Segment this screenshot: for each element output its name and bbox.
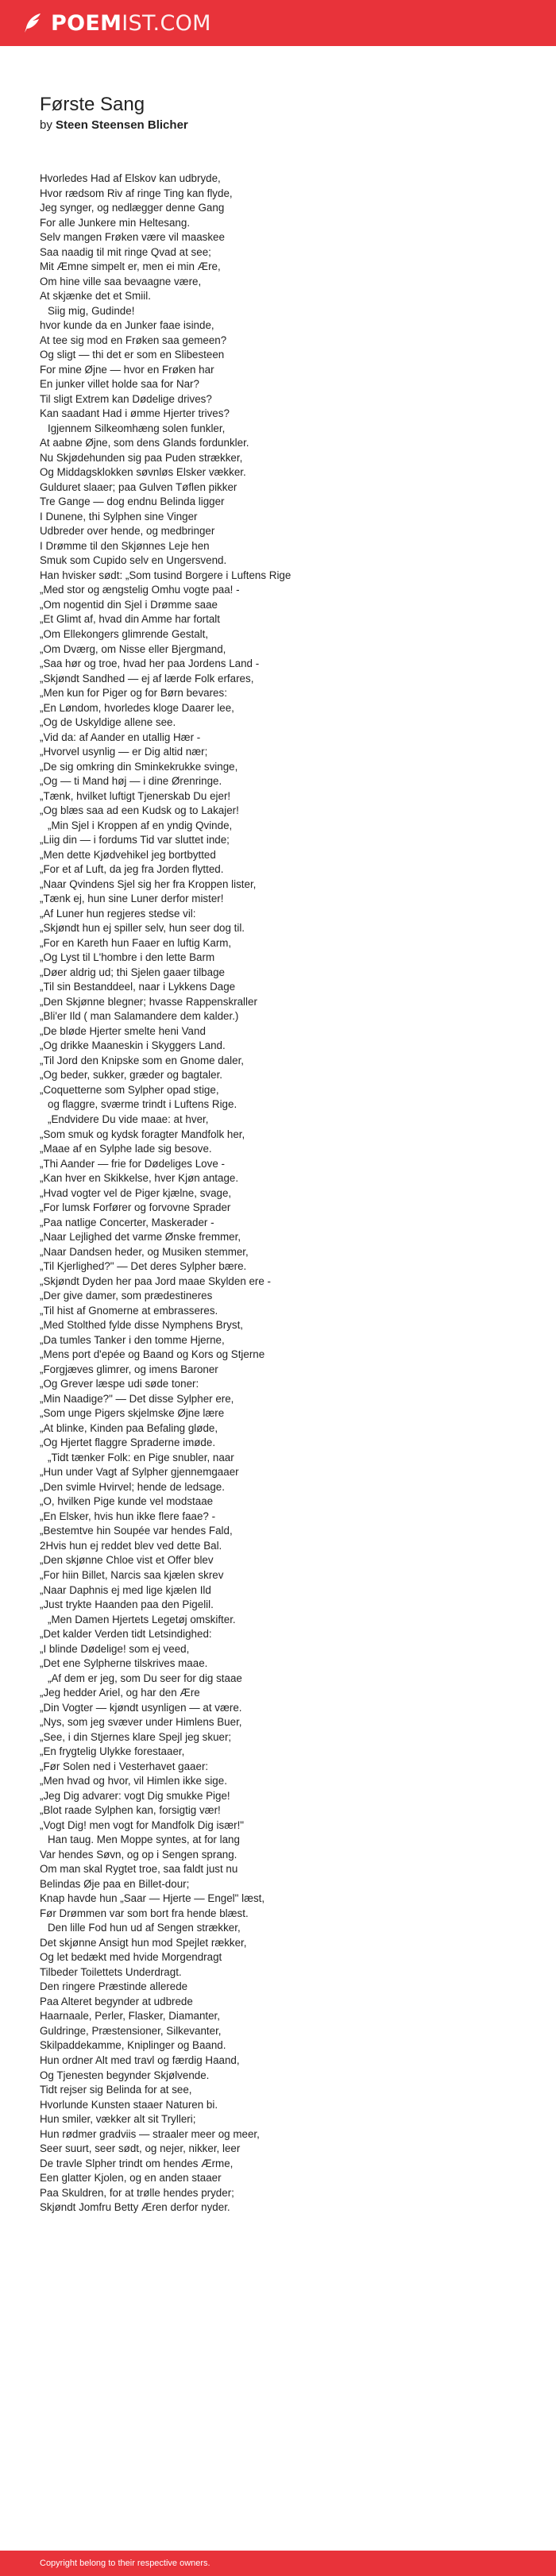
poem-line: Hvorlunde Kunsten staaer Naturen bi. [40,2098,218,2111]
poem-line: „Det ene Sylpherne tilskrives maae. [40,1657,208,1670]
poem-line: „Og Hjertet flaggre Spraderne imøde. [40,1436,216,1449]
poem-line: At tee sig mod en Frøken saa gemeen? [40,334,227,346]
poem-line: „Med Stolthed fylde disse Nymphens Bryst, [40,1319,244,1332]
poem-line: „En frygtelig Ulykke forestaaer, [40,1745,185,1758]
poem-line: Paa Skuldren, for at trølle hendes pryder; [40,2186,234,2199]
poem-line: „Naar Daphnis ej med lige kjælen Ild [40,1583,211,1596]
logo-word-poem: POEM [51,10,122,36]
poem-line: „Og Lyst til L'hombre i den lette Barm [40,951,215,964]
poem-line: Og sligt — thi det er som en Slibesteen [40,349,225,361]
poem-line: „Med stor og ængstelig Omhu vogte paa! - [40,584,240,596]
poem-line: „Min Sjel i Kroppen af en yndig Qvinde, [48,819,233,831]
poem-line: „Den Skjønne blegner; hvasse Rappenskraller [40,995,257,1008]
poem-line: „Af Luner hun regjeres stedse vil: [40,907,196,920]
poem-line: Tre Gange — dog endnu Belinda ligger [40,496,225,508]
poem-line: „Thi Aander — frie for Dødeliges Love - [40,1157,225,1170]
poem-line: „Naar Lejlighed det varme Ønske fremmer, [40,1231,241,1244]
poem-line: Mit Æmne simpelt er, men ei min Ære, [40,260,221,273]
byline-label: by [40,118,52,132]
poem-line: „Da tumles Tanker i den tomme Hjerne, [40,1333,225,1346]
poem-line: „Til hist af Gnomerne at embrasseres. [40,1304,218,1317]
poem-line: „I blinde Dødelige! som ej veed, [40,1642,190,1655]
poem-line: „Og de Uskyldige allene see. [40,716,176,729]
poem-header [40,94,532,132]
poem-line: „Vid da: af Aander en utallig Hær - [40,731,201,743]
poem-line: Saa naadig til mit ringe Qvad at see; [40,245,211,258]
poem-line: Og let bedækt med hvide Morgendragt [40,1951,222,1964]
poem-line: „Men hvad og hvor, vil Himlen ikke sige. [40,1775,227,1787]
poem-line: Smuk som Cupido selv en Ungersvend. [40,554,227,567]
poem-line: „Og Grever læspe udi søde toner: [40,1378,199,1390]
poem-line: „Og beder, sukker, græder og bagtaler. [40,1069,223,1082]
poem-line: Jeg synger, og nedlægger denne Gang [40,202,225,214]
poem-line: „Som unge Pigers skjelmske Øjne lære [40,1407,225,1420]
poem-line: „De sig omkring din Sminkekrukke svinge, [40,760,238,773]
poem-line: „Af dem er jeg, som Du seer for dig staae [48,1672,242,1684]
poem-line: Og Tjenesten begynder Skjølvende. [40,2069,210,2081]
poem-line: „Din Vogter — kjøndt usynligen — at være. [40,1701,242,1714]
poem-line: Tilbeder Toilettets Underdragt. [40,1965,182,1978]
site-logo[interactable] [21,11,211,35]
poem-line: „Om Dværg, om Nisse eller Bjergmand, [40,642,226,655]
author-link[interactable]: Steen Steensen Blicher [56,118,188,132]
poem-line: „For en Kareth hun Faaer en luftig Karm, [40,936,232,949]
poem-line: „Og — ti Mand høj — i dine Ørenringe. [40,775,222,788]
poem-line: „Før Solen ned i Vesterhavet gaaer: [40,1760,209,1772]
poem-line: „For et af Luft, da jeg fra Jorden flytted. [40,863,224,876]
poem-line: „Endvidere Du vide maae: at hver, [48,1113,209,1125]
poem-line: „Til Kjerlighed?" — Det deres Sylpher bære. [40,1260,247,1273]
poem-line: „Min Naadige?" — Det disse Sylpher ere, [40,1392,234,1405]
site-footer [0,2551,556,2576]
poem-line: Udbreder over hende, og medbringer [40,525,215,538]
poem-line: „Og blæs saa ad een Kudsk og to Lakajer! [40,804,239,817]
poem-line: Paa Alteret begynder at udbrede [40,1995,193,2007]
poem-line: og flaggre, sværme trindt i Luftens Rige. [48,1098,237,1111]
poem-line: Een glatter Kjolen, og en anden staaer [40,2172,222,2185]
poem-line: En junker villet holde saa for Nar? [40,378,199,391]
poem-line: „Om nogentid din Sjel i Drømme saae [40,598,218,611]
poem-line: „Hun under Vagt af Sylpher gjennemgaaer [40,1466,239,1479]
poem-line: „See, i din Stjernes klare Spejl jeg skuer; [40,1730,232,1743]
poem-line: „Det kalder Verden tidt Letsindighed: [40,1628,212,1641]
poem-line: Det skjønne Ansigt hun mod Spejlet rækker, [40,1936,247,1949]
poem-line: „Paa natlige Concerter, Maskerader - [40,1216,214,1228]
poem-line: Haarnaale, Perler, Flasker, Diamanter, [40,2010,220,2023]
poem-line: „Vogt Dig! men vogt for Mandfolk Dig især!" [40,1818,245,1831]
poem-line: Hun smiler, vækker alt sit Trylleri; [40,2113,196,2126]
poem-line: „Et Glimt af, hvad din Amme har fortalt [40,613,220,626]
poem-line: Guldringe, Præstensioner, Silkevanter, [40,2024,222,2037]
poem-line: „En Løndom, hvorledes kloge Daarer lee, [40,701,234,714]
poem-line: I Dunene, thi Sylphen sine Vinger [40,510,198,523]
poem-line: „Nys, som jeg svæver under Himlens Buer, [40,1716,242,1729]
poem-line: Og Middagsklokken søvnløs Elsker vækker. [40,466,246,479]
poem-line: Knap havde hun „Saar — Hjerte — Engel" læst, [40,1892,265,1905]
poem-line: „At blinke, Kinden paa Befaling gløde, [40,1421,218,1434]
poem-line: Siig mig, Gudinde! [48,304,135,317]
poem-line: „Men Damen Hjertets Legetøj omskifter. [48,1613,236,1625]
poem-line: „Og drikke Maaneskin i Skyggers Land. [40,1039,226,1052]
poem-line: Gulduret slaaer; paa Gulven Tøflen pikker [40,480,237,493]
poem-line: „Men kun for Piger og for Børn bevares: [40,687,227,700]
poem-line: Den lille Fod hun ud af Sengen strækker, [48,1922,241,1934]
poem-line: „Forgjæves glimrer, og imens Baroner [40,1363,218,1375]
copyright-text: Copyright belong to their respective owners. [40,2559,210,2568]
poem-line: „Skjøndt hun ej spiller selv, hun seer dog til. [40,922,245,935]
logo-word-ist: IST.COM [122,10,211,36]
poem-line: „Til sin Bestanddeel, naar i Lykkens Dage [40,981,236,993]
poem-line: Skjøndt Jomfru Betty Æren derfor nyder. [40,2201,230,2214]
poem-line: Belindas Øje paa en Billet-dour; [40,1877,190,1890]
poem-line: „Til Jord den Knipske som en Gnome daler, [40,1054,245,1066]
poem-line: At skjænke det et Smiil. [40,290,151,303]
poem-line: Var hendes Søvn, og op i Sengen sprang. [40,1848,237,1861]
poem-line: For mine Øjne — hvor en Frøken har [40,363,214,376]
poem-line: Skilpaddekamme, Kniplinger og Baand. [40,2039,226,2052]
poem-line: „Just trykte Haanden paa den Pigelil. [40,1598,214,1611]
poem-line: „Jeg Dig advarer: vogt Dig smukke Pige! [40,1789,230,1802]
poem-line: „O, hvilken Pige kunde vel modstaae [40,1495,214,1508]
poem-line: „Om Ellekongers glimrende Gestalt, [40,627,209,640]
poem-line: Til sligt Extrem kan Dødelige drives? [40,392,212,405]
poem-line: „Bli'er Ild ( man Salamandere dem kalder.) [40,1010,239,1023]
poem-line: De travle Slpher trindt om hendes Ærme, [40,2157,234,2169]
poem-line: Igjennem Silkeomhæng solen funkler, [48,422,226,434]
poem-line: „Blot raade Sylphen kan, forsigtig vær! [40,1804,221,1817]
poem-line: „Bestemtve hin Soupée var hendes Fald, [40,1525,233,1537]
poem-line: „Naar Qvindens Sjel sig her fra Kroppen lister, [40,877,257,890]
poem-line: „De bløde Hjerter smelte heni Vand [40,1024,206,1037]
poem-line: Selv mangen Frøken være vil maaskee [40,231,225,244]
poem-line: For alle Junkere min Heltesang. [40,216,191,229]
poem-line: „Men dette Kjødvehikel jeg bortbytted [40,848,216,861]
poem-line: „Hvorvel usynlig — er Dig altid nær; [40,746,208,758]
poem-line: Om man skal Rygtet troe, saa faldt just nu [40,1863,238,1876]
poem-line: „Der give damer, som prædestineres [40,1290,213,1302]
poem-line: Kan saadant Had i ømme Hjerter trives? [40,407,230,420]
feather-quill-icon [21,11,44,35]
poem-title: Første Sang [40,94,145,115]
site-logo-text [51,10,211,36]
poem-line: „Liig din — i fordums Tid var sluttet inde; [40,834,230,846]
poem-line: „Skjøndt Sandhed — ej af lærde Folk erfares, [40,672,254,684]
site-header [0,0,556,46]
poem-line: Hvor rædsom Riv af ringe Ting kan flyde, [40,187,233,199]
poem-line: „Den skjønne Chloe vist et Offer blev [40,1554,214,1567]
poem-line: „Saa hør og troe, hvad her paa Jordens Land - [40,657,260,670]
poem-line: „Skjøndt Dyden her paa Jord maae Skylden ere - [40,1275,272,1287]
poem-line: „Kan hver en Skikkelse, hver Kjøn antage. [40,1172,239,1185]
poem-line: Den ringere Præstinde allerede [40,1980,188,1993]
byline [40,118,532,132]
poem-line: „Maae af en Sylphe lade sig besove. [40,1143,212,1155]
poem-line: Nu Skjødehunden sig paa Puden strækker, [40,451,243,464]
poem-line: Hun rødmer gradviis — straaler meer og meer, [40,2127,260,2140]
poem-line: „Tænk ej, hun sine Luner derfor mister! [40,893,224,905]
poem-line: Om hine ville saa bevaagne være, [40,275,202,287]
poem-line: „For hiin Billet, Narcis saa kjælen skrev [40,1568,224,1581]
poem-line: „En Elsker, hvis hun ikke flere faae? - [40,1510,216,1522]
poem-line: 2Hvis hun ej reddet blev ved dette Bal. [40,1539,222,1552]
poem-line: Tidt rejser sig Belinda for at see, [40,2084,192,2096]
poem-line: I Drømme til den Skjønnes Leje hen [40,539,210,552]
poem-line: „Naar Dandsen heder, og Musiken stemmer, [40,1245,249,1258]
poem-line: Hun ordner Alt med travl og færdig Haand, [40,2054,240,2066]
poem-line: „Hvad vogter vel de Piger kjælne, svage, [40,1186,232,1199]
poem-line: „Døer aldrig ud; thi Sjelen gaaer tilbage [40,966,225,978]
poem-line: Hvorledes Had af Elskov kan udbryde, [40,172,221,184]
poem-line: „Den svimle Hvirvel; hende de ledsage. [40,1480,225,1493]
poem-line: Før Drømmen var som bort fra hende blæst. [40,1907,249,1919]
poem-line: „Som smuk og kydsk foragter Mandfolk her, [40,1128,245,1140]
poem-line: „Jeg hedder Ariel, og har den Ære [40,1687,200,1699]
poem-line: „Tidt tænker Folk: en Pige snubler, naar [48,1451,234,1463]
poem-line: „Mens port d'epée og Baand og Kors og Stjerne [40,1348,265,1361]
poem-line: „Tænk, hvilket luftigt Tjenerskab Du ejer! [40,789,231,802]
poem-line: hvor kunde da en Junker faae isinde, [40,319,214,332]
poem-line: Seer suurt, seer sødt, og nejer, nikker, leer [40,2142,241,2155]
poem-line: Han taug. Men Moppe syntes, at for lang [48,1834,240,1846]
poem-body [40,172,532,2215]
poem-line: Han hvisker sødt: „Som tusind Borgere i Luftens Rige [40,569,292,581]
poem-line: „For lumsk Forfører og forvovne Sprader [40,1201,231,1214]
poem-line: At aabne Øjne, som dens Glands fordunkler. [40,437,249,449]
poem-line: „Coquetterne som Sylpher opad stige, [40,1083,219,1096]
